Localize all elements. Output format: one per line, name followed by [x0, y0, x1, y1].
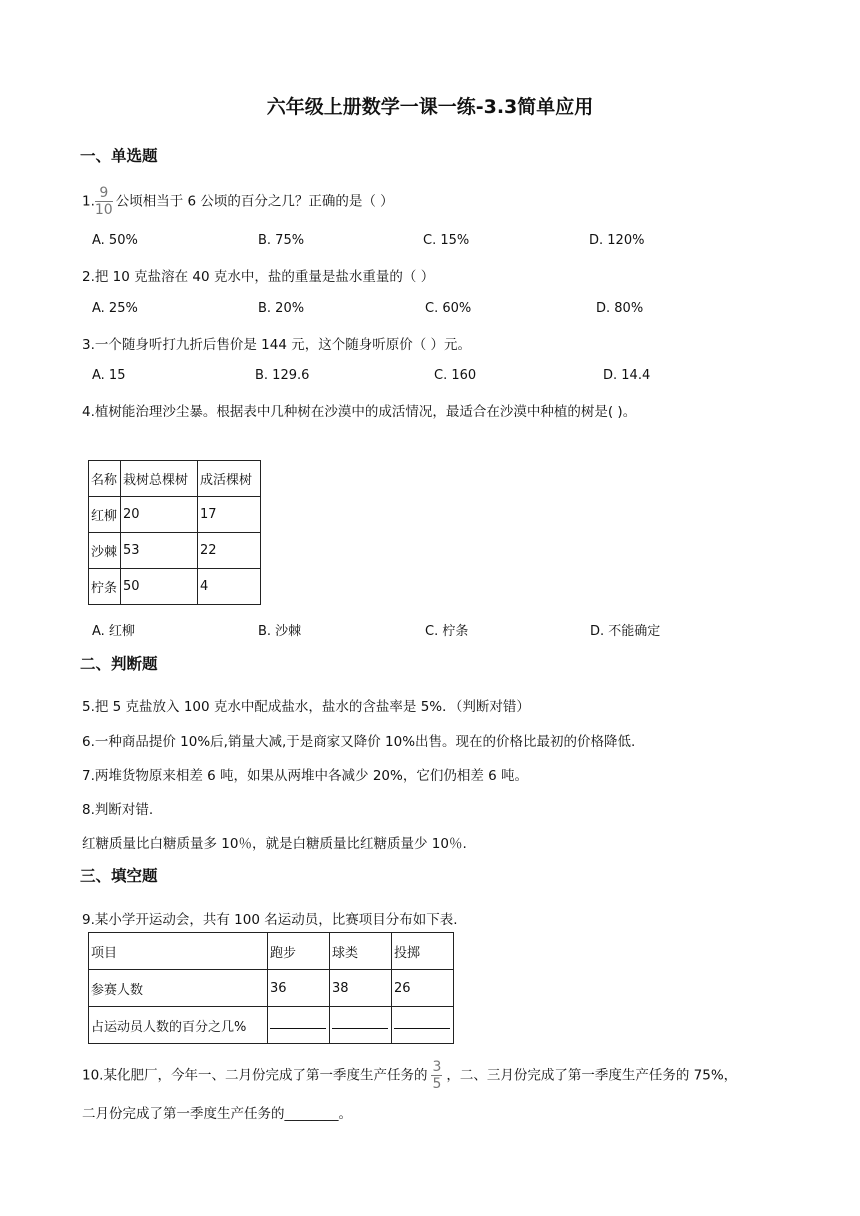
question-5: 5.把 5 克盐放入 100 克水中配成盐水，盐水的含盐率是 5%．（判断对错）	[82, 699, 530, 715]
q3-option-c[interactable]: C. 160	[434, 368, 477, 383]
question-1	[82, 186, 394, 217]
table-header-cell: 跑步	[268, 933, 330, 970]
question-7: 7.两堆货物原来相差 6 吨，如果从两堆中各减少 20%，它们仍相差 6 吨。	[82, 768, 529, 784]
question-text: 10.某化肥厂，今年一、二月份完成了第一季度生产任务的	[82, 1067, 428, 1084]
question-text: 公顷相当于 6 公顷的百分之几？正确的是（ ）	[115, 193, 394, 210]
table-header-cell: 球类	[330, 933, 392, 970]
section-heading-fill-blank: 三、填空题	[80, 867, 158, 885]
question-10-line-1	[82, 1060, 737, 1091]
table-row	[89, 1007, 454, 1044]
question-8-line-2: 红糖质量比白糖质量多 10％，就是白糖质量比红糖质量少 10％.	[82, 836, 467, 852]
table-row	[89, 970, 454, 1007]
q4-option-a[interactable]: A. 红柳	[92, 624, 135, 639]
table-cell: 沙棘	[89, 533, 121, 569]
question-10-line-2: 二月份完成了第一季度生产任务的________。	[82, 1106, 352, 1122]
table-header-cell: 投掷	[392, 933, 454, 970]
sports-events-table	[88, 932, 454, 1044]
q3-option-b[interactable]: B. 129.6	[255, 368, 310, 383]
q4-option-b[interactable]: B. 沙棘	[258, 624, 302, 639]
q2-option-c[interactable]: C. 60%	[425, 301, 472, 316]
question-text: ，二、三月份完成了第一季度生产任务的 75%，	[446, 1067, 738, 1084]
q2-option-a[interactable]: A. 25%	[92, 301, 138, 316]
answer-blank[interactable]	[392, 1007, 454, 1044]
table-header-cell: 栽树总棵树	[121, 461, 198, 497]
table-cell: 38	[330, 970, 392, 1007]
q3-option-a[interactable]: A. 15	[92, 368, 126, 383]
table-header-row	[89, 461, 261, 497]
table-header-cell: 项目	[89, 933, 268, 970]
table-cell: 20	[121, 497, 198, 533]
q2-option-d[interactable]: D. 80%	[596, 301, 644, 316]
section-heading-true-false: 二、判断题	[80, 655, 158, 673]
tree-survival-table	[88, 460, 261, 605]
table-header-row	[89, 933, 454, 970]
q4-option-d[interactable]: D. 不能确定	[590, 624, 661, 639]
q1-option-a[interactable]: A. 50%	[92, 233, 138, 248]
table-cell: 4	[198, 569, 261, 605]
table-header-cell: 名称	[89, 461, 121, 497]
table-row	[89, 533, 261, 569]
table-cell: 17	[198, 497, 261, 533]
question-number: 1.	[82, 193, 95, 210]
table-cell: 53	[121, 533, 198, 569]
answer-blank[interactable]	[268, 1007, 330, 1044]
table-row	[89, 569, 261, 605]
question-2: 2.把 10 克盐溶在 40 克水中，盐的重量是盐水重量的（ ）	[82, 269, 435, 285]
table-cell: 占运动员人数的百分之几%	[89, 1007, 268, 1044]
q1-option-d[interactable]: D. 120%	[589, 233, 645, 248]
table-cell: 26	[392, 970, 454, 1007]
q3-option-d[interactable]: D. 14.4	[603, 368, 651, 383]
question-6: 6.一种商品提价 10%后,销量大减,于是商家又降价 10%出售。现在的价格比最初的价格降低.	[82, 734, 636, 750]
question-9: 9.某小学开运动会，共有 100 名运动员，比赛项目分布如下表.	[82, 912, 458, 928]
page-title: 六年级上册数学一课一练-3.3简单应用	[266, 96, 594, 118]
answer-blank[interactable]	[330, 1007, 392, 1044]
fraction-9-10: $\frac{9}{10}$	[94, 185, 113, 218]
table-cell: 50	[121, 569, 198, 605]
table-cell: 柠条	[89, 569, 121, 605]
table-row	[89, 497, 261, 533]
section-heading-single-choice: 一、单选题	[80, 147, 158, 165]
q1-option-c[interactable]: C. 15%	[423, 233, 470, 248]
q4-option-c[interactable]: C. 柠条	[425, 624, 469, 639]
question-4: 4.植树能治理沙尘暴。根据表中几种树在沙漠中的成活情况，最适合在沙漠中种植的树是( )。	[82, 404, 637, 420]
table-cell: 红柳	[89, 497, 121, 533]
table-cell: 参赛人数	[89, 970, 268, 1007]
q2-option-b[interactable]: B. 20%	[258, 301, 305, 316]
table-header-cell: 成活棵树	[198, 461, 261, 497]
q1-option-b[interactable]: B. 75%	[258, 233, 305, 248]
table-cell: 36	[268, 970, 330, 1007]
fraction-3-5: $\frac{3}{5}$	[432, 1059, 442, 1092]
question-8-line-1: 8.判断对错.	[82, 802, 154, 818]
table-cell: 22	[198, 533, 261, 569]
question-3: 3.一个随身听打九折后售价是 144 元，这个随身听原价（ ）元。	[82, 337, 472, 353]
